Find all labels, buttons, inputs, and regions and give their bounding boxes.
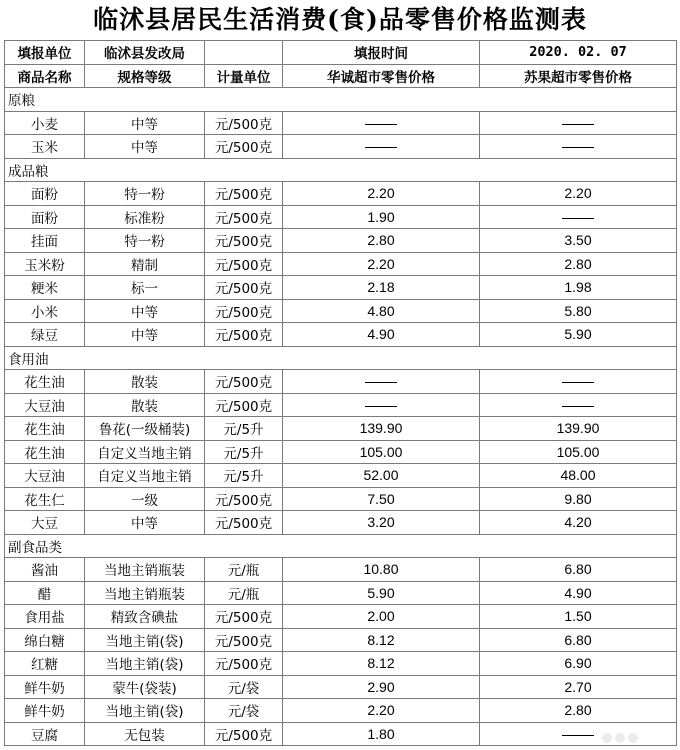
item-name: 鲜牛奶 [5, 699, 85, 723]
category-label: 原粮 [5, 88, 677, 112]
price-store2: 48.00 [480, 464, 677, 488]
item-spec: 精制 [85, 252, 205, 276]
col-header-spec: 规格等级 [85, 64, 205, 88]
item-name: 挂面 [5, 229, 85, 253]
table-row [5, 205, 677, 229]
price-store2: 105.00 [480, 440, 677, 464]
price-store1: 52.00 [283, 464, 480, 488]
item-spec: 一级 [85, 487, 205, 511]
no-data-dash [562, 147, 594, 148]
item-unit: 元/袋 [205, 675, 283, 699]
item-unit: 元/5升 [205, 417, 283, 441]
time-value: 2020. 02. 07 [480, 41, 677, 65]
item-unit: 元/500克 [205, 370, 283, 394]
price-store2 [480, 111, 677, 135]
category-label: 成品粮 [5, 158, 677, 182]
item-unit: 元/5升 [205, 440, 283, 464]
item-spec: 散装 [85, 370, 205, 394]
price-store2: 1.50 [480, 605, 677, 629]
price-store2: 5.90 [480, 323, 677, 347]
table-row [5, 652, 677, 676]
item-name: 花生油 [5, 440, 85, 464]
item-name: 面粉 [5, 182, 85, 206]
header-row-columns [5, 64, 677, 88]
item-spec: 特一粉 [85, 229, 205, 253]
category-row [5, 534, 677, 558]
time-label: 填报时间 [283, 41, 480, 65]
item-unit: 元/500克 [205, 111, 283, 135]
price-store2: 5.80 [480, 299, 677, 323]
col-header-name: 商品名称 [5, 64, 85, 88]
price-store1 [283, 370, 480, 394]
item-spec: 中等 [85, 323, 205, 347]
price-store2: 139.90 [480, 417, 677, 441]
price-store1 [283, 135, 480, 159]
table-row [5, 722, 677, 746]
price-store2: 1.98 [480, 276, 677, 300]
table-row [5, 323, 677, 347]
item-unit: 元/500克 [205, 299, 283, 323]
item-unit: 元/500克 [205, 229, 283, 253]
price-store1: 8.12 [283, 652, 480, 676]
no-data-dash [365, 147, 397, 148]
price-store2 [480, 205, 677, 229]
item-spec: 特一粉 [85, 182, 205, 206]
price-store1: 7.50 [283, 487, 480, 511]
item-spec: 当地主销(袋) [85, 699, 205, 723]
table-row [5, 299, 677, 323]
item-spec: 标准粉 [85, 205, 205, 229]
price-store2: 3.50 [480, 229, 677, 253]
item-spec: 中等 [85, 511, 205, 535]
col-header-store1: 华诚超市零售价格 [283, 64, 480, 88]
item-unit: 元/5升 [205, 464, 283, 488]
item-name: 醋 [5, 581, 85, 605]
item-spec: 精致含碘盐 [85, 605, 205, 629]
price-store2: 4.20 [480, 511, 677, 535]
item-name: 花生仁 [5, 487, 85, 511]
item-name: 玉米粉 [5, 252, 85, 276]
item-unit: 元/瓶 [205, 558, 283, 582]
item-spec: 当地主销瓶装 [85, 558, 205, 582]
table-row [5, 511, 677, 535]
price-store1: 4.80 [283, 299, 480, 323]
price-store2: 2.70 [480, 675, 677, 699]
price-store2: 6.80 [480, 628, 677, 652]
price-store1: 2.20 [283, 699, 480, 723]
price-store1: 1.90 [283, 205, 480, 229]
price-table [4, 40, 677, 746]
table-row [5, 675, 677, 699]
item-unit: 元/500克 [205, 276, 283, 300]
page-title: 临沭县居民生活消费(食)品零售价格监测表 [93, 5, 587, 34]
item-name: 酱油 [5, 558, 85, 582]
price-store1: 4.90 [283, 323, 480, 347]
price-store1: 1.80 [283, 722, 480, 746]
item-unit: 元/500克 [205, 652, 283, 676]
item-name: 小麦 [5, 111, 85, 135]
item-unit: 元/500克 [205, 252, 283, 276]
item-spec: 散装 [85, 393, 205, 417]
item-name: 大豆油 [5, 393, 85, 417]
item-unit: 元/500克 [205, 511, 283, 535]
item-name: 鲜牛奶 [5, 675, 85, 699]
item-name: 面粉 [5, 205, 85, 229]
item-spec: 自定义当地主销 [85, 464, 205, 488]
price-store1: 10.80 [283, 558, 480, 582]
item-name: 玉米 [5, 135, 85, 159]
table-row [5, 464, 677, 488]
table-row [5, 440, 677, 464]
col-header-store2: 苏果超市零售价格 [480, 64, 677, 88]
category-row [5, 158, 677, 182]
item-name: 绵白糖 [5, 628, 85, 652]
item-spec: 自定义当地主销 [85, 440, 205, 464]
price-store1: 5.90 [283, 581, 480, 605]
price-store1: 139.90 [283, 417, 480, 441]
price-store1: 2.20 [283, 252, 480, 276]
table-row [5, 393, 677, 417]
table-row [5, 558, 677, 582]
no-data-dash [562, 218, 594, 219]
no-data-dash [562, 735, 594, 736]
table-row [5, 628, 677, 652]
table-row [5, 135, 677, 159]
item-name: 食用盐 [5, 605, 85, 629]
table-row [5, 605, 677, 629]
item-spec: 蒙牛(袋装) [85, 675, 205, 699]
watermark-logo [602, 728, 672, 744]
table-row [5, 229, 677, 253]
item-spec: 当地主销(袋) [85, 628, 205, 652]
item-spec: 当地主销(袋) [85, 652, 205, 676]
price-store1: 2.20 [283, 182, 480, 206]
item-unit: 元/500克 [205, 182, 283, 206]
unit-value: 临沭县发改局 [85, 41, 205, 65]
item-unit: 元/500克 [205, 323, 283, 347]
table-row [5, 252, 677, 276]
header-row-info [5, 41, 677, 65]
item-name: 豆腐 [5, 722, 85, 746]
table-row [5, 370, 677, 394]
item-name: 大豆 [5, 511, 85, 535]
item-unit: 元/500克 [205, 393, 283, 417]
item-unit: 元/500克 [205, 722, 283, 746]
category-label: 食用油 [5, 346, 677, 370]
item-name: 花生油 [5, 370, 85, 394]
table-row [5, 699, 677, 723]
item-name: 花生油 [5, 417, 85, 441]
table-row [5, 111, 677, 135]
item-spec: 当地主销瓶装 [85, 581, 205, 605]
item-name: 大豆油 [5, 464, 85, 488]
price-store2: 6.80 [480, 558, 677, 582]
category-row [5, 346, 677, 370]
price-store2 [480, 135, 677, 159]
price-store2: 6.90 [480, 652, 677, 676]
no-data-dash [562, 382, 594, 383]
price-store2 [480, 370, 677, 394]
no-data-dash [365, 382, 397, 383]
price-store1: 2.90 [283, 675, 480, 699]
item-unit: 元/500克 [205, 487, 283, 511]
no-data-dash [562, 406, 594, 407]
price-store2: 9.80 [480, 487, 677, 511]
item-unit: 元/500克 [205, 205, 283, 229]
no-data-dash [365, 406, 397, 407]
price-store1: 8.12 [283, 628, 480, 652]
price-store1: 105.00 [283, 440, 480, 464]
category-row [5, 88, 677, 112]
no-data-dash [562, 124, 594, 125]
unit-label: 填报单位 [5, 41, 85, 65]
item-name: 粳米 [5, 276, 85, 300]
price-store2: 2.20 [480, 182, 677, 206]
item-spec: 无包装 [85, 722, 205, 746]
item-name: 绿豆 [5, 323, 85, 347]
price-store1 [283, 111, 480, 135]
col-header-unit: 计量单位 [205, 64, 283, 88]
item-unit: 元/500克 [205, 605, 283, 629]
table-row [5, 276, 677, 300]
price-table-body [5, 41, 677, 746]
item-spec: 鲁花(一级桶装) [85, 417, 205, 441]
spacer-cell [205, 41, 283, 65]
item-spec: 中等 [85, 299, 205, 323]
price-store2: 2.80 [480, 252, 677, 276]
item-unit: 元/袋 [205, 699, 283, 723]
price-store1: 2.00 [283, 605, 480, 629]
item-unit: 元/瓶 [205, 581, 283, 605]
table-row [5, 182, 677, 206]
price-store1: 3.20 [283, 511, 480, 535]
item-unit: 元/500克 [205, 135, 283, 159]
item-spec: 中等 [85, 135, 205, 159]
table-row [5, 487, 677, 511]
table-row [5, 581, 677, 605]
table-row [5, 417, 677, 441]
price-store2 [480, 393, 677, 417]
item-name: 红糖 [5, 652, 85, 676]
item-spec: 中等 [85, 111, 205, 135]
price-store1 [283, 393, 480, 417]
category-label: 副食品类 [5, 534, 677, 558]
item-spec: 标一 [85, 276, 205, 300]
price-store2: 4.90 [480, 581, 677, 605]
no-data-dash [365, 124, 397, 125]
price-store1: 2.80 [283, 229, 480, 253]
price-store1: 2.18 [283, 276, 480, 300]
item-name: 小米 [5, 299, 85, 323]
price-store2: 2.80 [480, 699, 677, 723]
item-unit: 元/500克 [205, 628, 283, 652]
